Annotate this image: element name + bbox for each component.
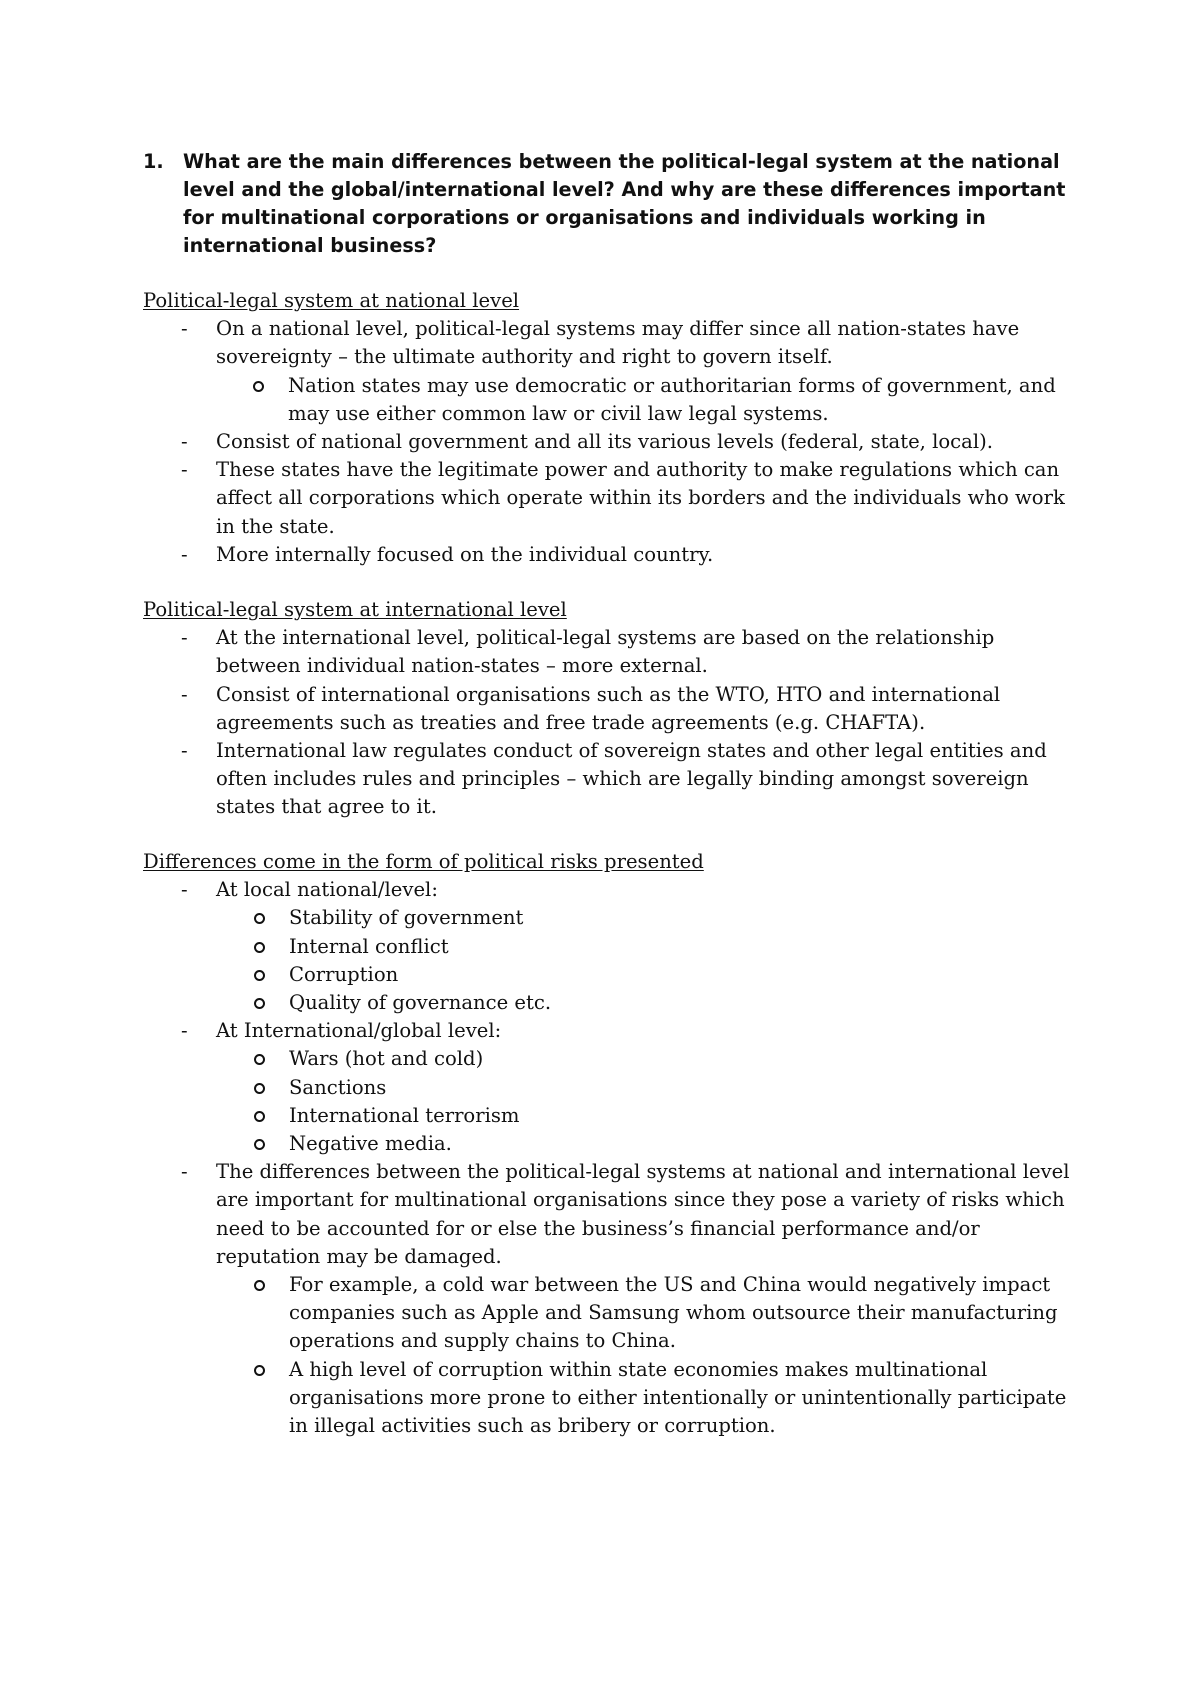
national-heading: Political-legal system at national level [143,289,520,312]
national-section [143,287,1083,569]
sub-list-item-text: Internal conflict [289,934,449,958]
circle-bullet-icon [254,970,265,981]
list-item [143,624,1083,680]
list-item-text: At local national/level: [216,878,438,902]
list-item-text: These states have the legitimate power and authority to make regulations which can affect all corporations which operate within its borders and the individuals who work in the state. [216,458,1065,538]
sub-list [216,1271,1083,1440]
sub-list-item [216,1271,1083,1356]
list-item-text: More internally focused on the individual country. [216,542,714,566]
international-list [143,624,1083,821]
dash-marker: - [181,1160,188,1184]
sub-list-item [216,1102,1083,1130]
list-item [143,428,1083,456]
list-item-text: Consist of international organisations such as the WTO, HTO and international agreements such as treaties and free trade agreements (e.g. CHAFTA). [216,682,1001,734]
international-section [143,596,1083,822]
dash-marker: - [181,682,188,706]
list-item-text: Consist of national government and all its various levels (federal, state, local). [216,430,993,454]
sub-list-item-text: Stability of government [289,906,524,930]
sub-list-item-text: International terrorism [289,1103,520,1127]
circle-bullet-icon [254,913,265,924]
differences-section [143,848,1083,1440]
sub-list-item-text: Corruption [289,962,399,986]
sub-list [215,372,1083,428]
sub-list-item-text: A high level of corruption within state economies makes multinational organisations more prone to either intentionally or unintentionally participate in illegal activities such as bribery or corruption. [289,1357,1067,1438]
list-item [143,681,1083,737]
question-number: 1. [143,150,164,173]
sub-list [216,1045,1083,1158]
sub-list-item [216,989,1083,1017]
sub-list-item [216,1356,1083,1441]
dash-marker: - [181,542,188,566]
sub-list-item-text: Nation states may use democratic or authoritarian forms of government, and may use either common law or civil law legal systems. [288,373,1056,425]
dash-marker: - [181,878,188,902]
sub-list-item [216,1130,1083,1158]
circle-bullet-icon [254,1139,265,1150]
list-item-text: The differences between the political-legal systems at national and international level are important for multinational organisations since they pose a variety of risks which need to be accounted for or else the business’s financial performance and/or reputation may be damaged. [216,1160,1070,1268]
sub-list-item-text: Sanctions [289,1075,387,1099]
question [143,148,1073,260]
circle-bullet-icon [254,998,265,1009]
circle-bullet-icon [254,1083,265,1094]
list-item [143,315,1083,428]
differences-list [143,876,1083,1440]
list-item-text: At International/global level: [216,1019,502,1043]
sub-list-item [216,933,1083,961]
sub-list-item [216,904,1083,932]
international-heading: Political-legal system at international level [143,598,567,621]
list-item-text: At the international level, political-legal systems are based on the relationship between individual nation-states – more external. [216,626,995,678]
list-item [143,541,1083,569]
dash-marker: - [181,458,188,482]
circle-bullet-icon [254,1111,265,1122]
circle-bullet-icon [254,1280,265,1291]
list-item-text: International law regulates conduct of sovereign states and other legal entities and often includes rules and principles – which are legally binding amongst sovereign states that agree to it. [216,739,1047,819]
list-item [143,876,1083,1017]
differences-heading: Differences come in the form of political risks presented [143,850,704,873]
circle-bullet-icon [254,1365,265,1376]
dash-marker: - [181,430,188,454]
list-item [143,737,1083,822]
dash-marker: - [181,626,188,650]
sub-list [216,904,1083,1017]
dash-marker: - [181,739,188,763]
sub-list-item-text: Wars (hot and cold) [289,1047,484,1071]
sub-list-item [216,1074,1083,1102]
dash-marker: - [181,1019,188,1043]
sub-list-item-text: For example, a cold war between the US and China would negatively impact companies such as Apple and Samsung whom outsource their manufacturing operations and supply chains to China. [289,1273,1058,1353]
sub-list-item [215,372,1083,428]
list-item [143,1017,1083,1158]
list-item [143,456,1083,541]
sub-list-item-text: Quality of governance etc. [289,991,552,1015]
circle-bullet-icon [254,1054,265,1065]
dash-marker: - [181,317,188,341]
sub-list-item [216,961,1083,989]
circle-bullet-icon [254,942,265,953]
sub-list-item [216,1045,1083,1073]
list-item-text: On a national level, political-legal systems may differ since all nation-states have sovereignty – the ultimate authority and right to govern itself. [216,317,1020,369]
list-item [143,1158,1083,1440]
question-text: What are the main differences between the political-legal system at the national level and the global/international level? And why are these differences important for multinational corporations or organisations and individuals working in international business? [183,150,1066,257]
sub-list-item-text: Negative media. [289,1132,452,1156]
circle-bullet-icon [253,381,264,392]
national-list [143,315,1083,569]
